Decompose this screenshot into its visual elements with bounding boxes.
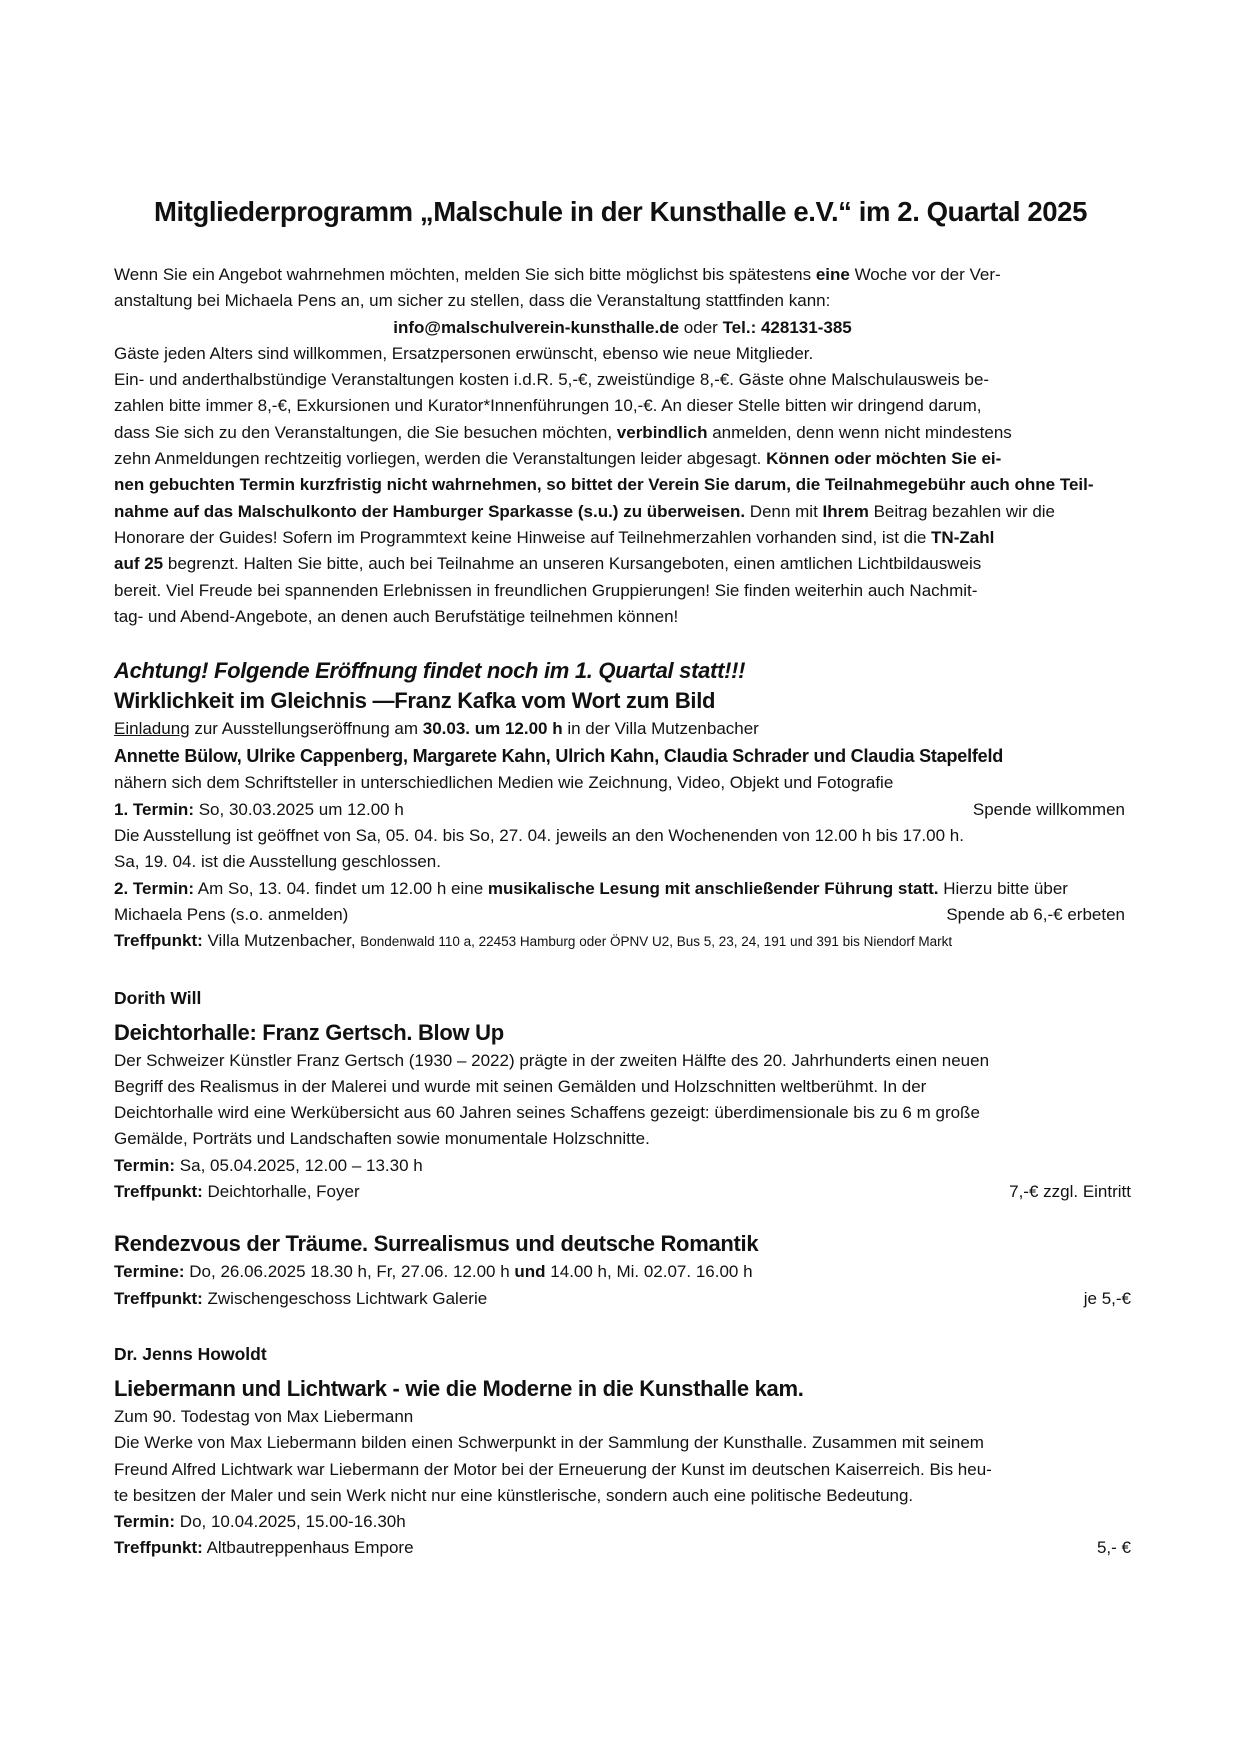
termin-row xyxy=(114,1259,1131,1285)
event-description: nähern sich dem Schriftsteller in unterschiedlichen Medien wie Zeichnung, Video, Objekt und Fotografie xyxy=(114,773,894,793)
meeting-row xyxy=(114,1535,1131,1561)
termin-emphasis: musikalische Lesung mit anschließender Führung statt. xyxy=(487,878,939,898)
contact-email[interactable]: info@malschulverein-kunsthalle.de xyxy=(393,317,680,337)
termin-emphasis: und xyxy=(514,1262,546,1282)
page-title: Mitgliederprogramm „Malschule in der Kunsthalle e.V.“ im 2. Quartal 2025 xyxy=(154,196,1087,227)
termin-row xyxy=(114,1153,1131,1179)
price: je 5,-€ xyxy=(1083,1288,1131,1308)
invitation-text: zur Ausstellungseröffnung am xyxy=(189,719,423,739)
termin-value: Do, 26.06.2025 18.30 h, Fr, 27.06. 12.00 h xyxy=(184,1262,515,1282)
event-title: Rendezvous der Träume. Surrealismus und deutsche Romantik xyxy=(114,1231,759,1257)
intro-emphasis: verbindlich xyxy=(616,422,708,442)
intro-section xyxy=(114,262,1131,630)
price: 7,-€ zzgl. Eintritt xyxy=(1009,1182,1131,1202)
termin-text xyxy=(114,797,404,823)
warning-heading: Achtung! Folgende Eröffnung findet noch im 1. Quartal statt!!! xyxy=(114,658,746,684)
opening-hours: Sa, 19. 04. ist die Ausstellung geschlossen. xyxy=(114,852,441,872)
invitation-date: 30.03. um 12.00 h xyxy=(422,719,563,739)
intro-text: dass Sie sich zu den Veranstaltungen, die Sie besuchen möchten, xyxy=(114,422,617,442)
meeting-value: Villa Mutzenbacher, xyxy=(202,931,361,951)
kafka-event xyxy=(114,656,1131,955)
termin-value: So, 30.03.2025 um 12.00 h xyxy=(193,799,404,819)
price: 5,- € xyxy=(1096,1538,1131,1558)
intro-line: nen gebuchten Termin kurzfristig nicht wahrnehmen, so bittet der Verein Sie darum, die Teilnahmegebühr auch ohne Teil- xyxy=(114,475,1094,495)
contact-phone: Tel.: 428131-385 xyxy=(722,317,852,337)
meeting-row xyxy=(114,1286,1131,1312)
event-title: Deichtorhalle: Franz Gertsch. Blow Up xyxy=(114,1019,504,1045)
termin-value: Do, 10.04.2025, 15.00-16.30h xyxy=(175,1512,406,1532)
intro-line xyxy=(114,446,1131,472)
intro-line xyxy=(114,420,1131,446)
intro-emphasis: TN-Zahl xyxy=(931,527,995,547)
intro-text: Beitrag bezahlen wir die xyxy=(868,501,1056,521)
intro-emphasis: nahme auf das Malschulkonto der Hamburger Sparkasse (s.u.) zu überweisen. xyxy=(114,501,746,521)
termin-label: Termine: xyxy=(114,1262,185,1282)
meeting-row xyxy=(114,1179,1131,1205)
intro-line xyxy=(114,499,1131,525)
event-subtitle: Zum 90. Todestag von Max Liebermann xyxy=(114,1406,414,1426)
intro-line: Gäste jeden Alters sind willkommen, Ersatzpersonen erwünscht, ebenso wie neue Mitglieder. xyxy=(114,343,814,363)
termin-value: Michaela Pens (s.o. anmelden) xyxy=(114,904,349,924)
intro-line xyxy=(114,525,1131,551)
intro-emphasis: eine xyxy=(815,265,850,284)
intro-text: begrenzt. Halten Sie bitte, auch bei Teilnahme an unseren Kursangeboten, einen amtlichen Lichtbildausweis xyxy=(163,554,982,574)
intro-line: bereit. Viel Freude bei spannenden Erlebnissen in freundlichen Gruppierungen! Sie finden weiterhin auch Nachmit- xyxy=(114,580,978,600)
opening-hours: Die Ausstellung ist geöffnet von Sa, 05. 04. bis So, 27. 04. jeweils an den Wochenenden von 12.00 h bis 17.00 h. xyxy=(114,826,964,846)
termin-row xyxy=(114,797,1131,823)
meeting-value: Zwischengeschoss Lichtwark Galerie xyxy=(202,1288,488,1308)
intro-emphasis: Ihrem xyxy=(822,501,869,521)
intro-text: Wenn Sie ein Angebot wahrnehmen möchten, melden Sie sich bitte möglichst bis spätestens xyxy=(114,265,816,284)
price: Spende ab 6,-€ erbeten xyxy=(946,904,1125,924)
meeting-point xyxy=(114,1286,487,1312)
artists-line: Annette Bülow, Ulrike Cappenberg, Margarete Kahn, Ulrich Kahn, Claudia Schrader und Claudia Stapelfeld xyxy=(114,746,1004,767)
contact-line xyxy=(114,315,1131,341)
meeting-point xyxy=(114,928,1131,955)
event-description: Der Schweizer Künstler Franz Gertsch (1930 – 2022) prägte in der zweiten Hälfte des 20. Jahrhunderts einen neuen xyxy=(114,1050,990,1070)
intro-line: zahlen bitte immer 8,-€, Exkursionen und Kurator*Innenführungen 10,-€. An dieser Stelle bitten wir dringend darum, xyxy=(114,396,982,416)
event-title: Liebermann und Lichtwark - wie die Moderne in die Kunsthalle kam. xyxy=(114,1375,804,1401)
event-description: Gemälde, Porträts und Landschaften sowie monumentale Holzschnitte. xyxy=(114,1129,650,1149)
invitation-line xyxy=(114,716,1131,742)
intro-emphasis: Können oder möchten Sie ei- xyxy=(766,449,1002,469)
termin-value: Hierzu bitte über xyxy=(938,878,1068,898)
intro-emphasis: auf 25 xyxy=(114,554,164,574)
intro-line xyxy=(114,262,1131,288)
event-description: te besitzen der Maler und sein Werk nicht nur eine künstlerische, sondern auch eine politische Bedeutung. xyxy=(114,1485,914,1505)
termin-label: 1. Termin: xyxy=(114,799,194,819)
intro-line xyxy=(114,551,1131,577)
intro-line: tag- und Abend-Angebote, an denen auch Berufstätige teilnehmen können! xyxy=(114,606,679,626)
invitation-label: Einladung xyxy=(114,719,190,739)
meeting-value: Deichtorhalle, Foyer xyxy=(202,1182,360,1202)
termin-row xyxy=(114,1509,1131,1535)
meeting-label: Treffpunkt: xyxy=(114,1288,203,1308)
document-body xyxy=(114,262,1131,1562)
termin-value: Sa, 05.04.2025, 12.00 – 13.30 h xyxy=(175,1155,423,1175)
termin-value: Am So, 13. 04. findet um 12.00 h eine xyxy=(193,878,488,898)
meeting-label: Treffpunkt: xyxy=(114,931,203,951)
event-title: Wirklichkeit im Gleichnis —Franz Kafka vom Wort zum Bild xyxy=(114,688,716,714)
event-description: Die Werke von Max Liebermann bilden einen Schwerpunkt in der Sammlung der Kunsthalle. Zusammen mit seinem xyxy=(114,1433,984,1453)
intro-line: Ein- und anderthalbstündige Veranstaltungen kosten i.d.R. 5,-€, zweistündige 8,-€. Gäste ohne Malschulausweis be- xyxy=(114,370,990,390)
intro-text: Woche vor der Ver- xyxy=(849,265,1001,284)
intro-text: anmelden, denn wenn nicht mindestens xyxy=(707,422,1012,442)
termin-row xyxy=(114,876,1131,902)
meeting-label: Treffpunkt: xyxy=(114,1538,203,1558)
event-description: Freund Alfred Lichtwark war Liebermann der Motor bei der Erneuerung der Kunst im deutschen Kaiserreich. Bis heu- xyxy=(114,1459,992,1479)
meeting-details: Bondenwald 110 a, 22453 Hamburg oder ÖPNV U2, Bus 5, 23, 24, 191 und 391 bis Niendorf Markt xyxy=(360,934,953,950)
liebermann-event xyxy=(114,1340,1131,1562)
contact-or: oder xyxy=(679,317,723,337)
termin-label: Termin: xyxy=(114,1155,176,1175)
event-description: Deichtorhalle wird eine Werkübersicht aus 60 Jahren seines Schaffens gezeigt: überdimensionale bis zu 6 m große xyxy=(114,1103,980,1123)
price: Spende willkommen xyxy=(972,799,1125,819)
termin-label: 2. Termin: xyxy=(114,878,194,898)
invitation-text: in der Villa Mutzenbacher xyxy=(562,719,759,739)
traeume-event xyxy=(114,1229,1131,1312)
termin-row xyxy=(114,902,1131,928)
guide-name: Dr. Jenns Howoldt xyxy=(114,1343,267,1364)
intro-line: anstaltung bei Michaela Pens an, um sicher zu stellen, dass die Veranstaltung stattfinden kann: xyxy=(114,291,831,311)
intro-text: Denn mit xyxy=(745,501,823,521)
termin-value: 14.00 h, Mi. 02.07. 16.00 h xyxy=(545,1262,753,1282)
meeting-point xyxy=(114,1179,360,1205)
intro-text: zehn Anmeldungen rechtzeitig vorliegen, werden die Veranstaltungen leider abgesagt. xyxy=(114,449,767,469)
gertsch-event xyxy=(114,984,1131,1206)
termin-label: Termin: xyxy=(114,1512,176,1532)
guide-name: Dorith Will xyxy=(114,987,202,1008)
event-description: Begriff des Realismus in der Malerei und wurde mit seinen Gemälden und Holzschnitten weltberühmt. In der xyxy=(114,1076,927,1096)
intro-text: Honorare der Guides! Sofern im Programmtext keine Hinweise auf Teilnehmerzahlen vorhanden sind, ist die xyxy=(114,527,932,547)
meeting-point xyxy=(114,1535,414,1561)
meeting-label: Treffpunkt: xyxy=(114,1182,203,1202)
meeting-value: Altbautreppenhaus Empore xyxy=(202,1538,414,1558)
